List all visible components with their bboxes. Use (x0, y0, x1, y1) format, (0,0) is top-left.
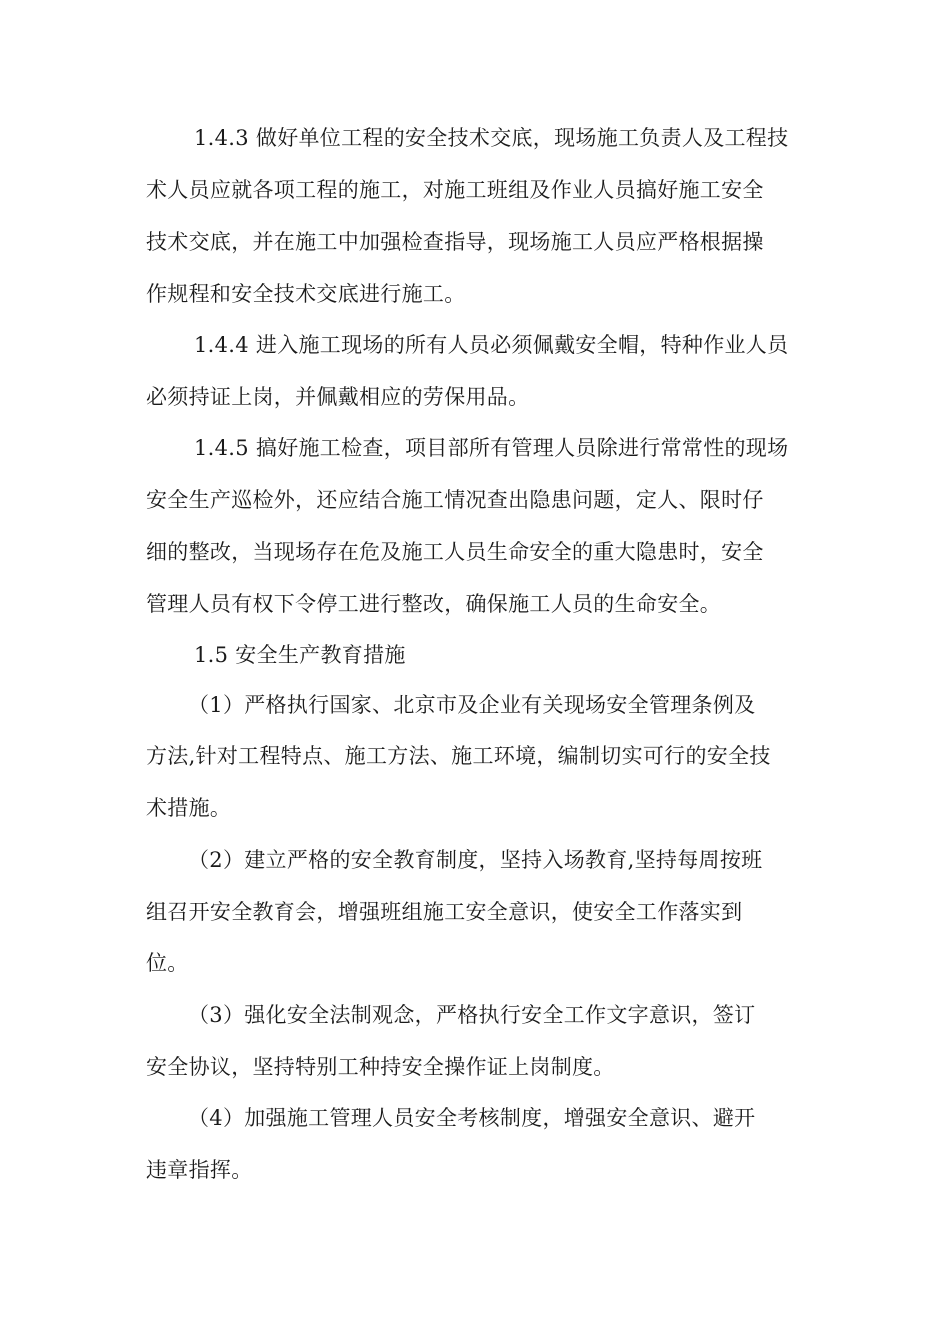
paragraph-line: 必须持证上岗，并佩戴相应的劳保用品。 (146, 385, 530, 409)
paragraph-line: 1.4.3 做好单位工程的安全技术交底，现场施工负责人及工程技 (194, 126, 789, 150)
paragraph-line: （4）加强施工管理人员安全考核制度，增强安全意识、避开 (188, 1106, 756, 1130)
paragraph-line: 位。 (146, 951, 189, 975)
paragraph-line: 术措施。 (146, 796, 232, 820)
paragraph-line: （1）严格执行国家、北京市及企业有关现场安全管理条例及 (188, 693, 756, 717)
paragraph-line: 组召开安全教育会，增强班组施工安全意识，使安全工作落实到 (146, 900, 743, 924)
paragraph-line: （3）强化安全法制观念，严格执行安全工作文字意识，签订 (188, 1003, 756, 1027)
paragraph-line: 1.4.4 进入施工现场的所有人员必须佩戴安全帽，特种作业人员 (194, 333, 789, 357)
paragraph-line: 细的整改，当现场存在危及施工人员生命安全的重大隐患时，安全 (146, 540, 764, 564)
paragraph-line: 技术交底，并在施工中加强检查指导，现场施工人员应严格根据操 (146, 230, 764, 254)
paragraph-line: 作规程和安全技术交底进行施工。 (146, 282, 466, 306)
paragraph-line: 安全生产巡检外，还应结合施工情况查出隐患问题，定人、限时仔 (146, 488, 764, 512)
paragraph-line: 管理人员有权下令停工进行整改，确保施工人员的生命安全。 (146, 592, 722, 616)
paragraph-line: 安全协议，坚持特别工种持安全操作证上岗制度。 (146, 1055, 615, 1079)
section-heading: 1.5 安全生产教育措施 (194, 643, 406, 667)
paragraph-line: 1.4.5 搞好施工检查，项目部所有管理人员除进行常常性的现场 (194, 436, 789, 460)
paragraph-line: 违章指挥。 (146, 1158, 253, 1182)
paragraph-line: 方法,针对工程特点、施工方法、施工环境，编制切实可行的安全技 (146, 744, 771, 768)
paragraph-line: （2）建立严格的安全教育制度，坚持入场教育,坚持每周按班 (188, 848, 763, 872)
paragraph-line: 术人员应就各项工程的施工，对施工班组及作业人员搞好施工安全 (146, 178, 764, 202)
